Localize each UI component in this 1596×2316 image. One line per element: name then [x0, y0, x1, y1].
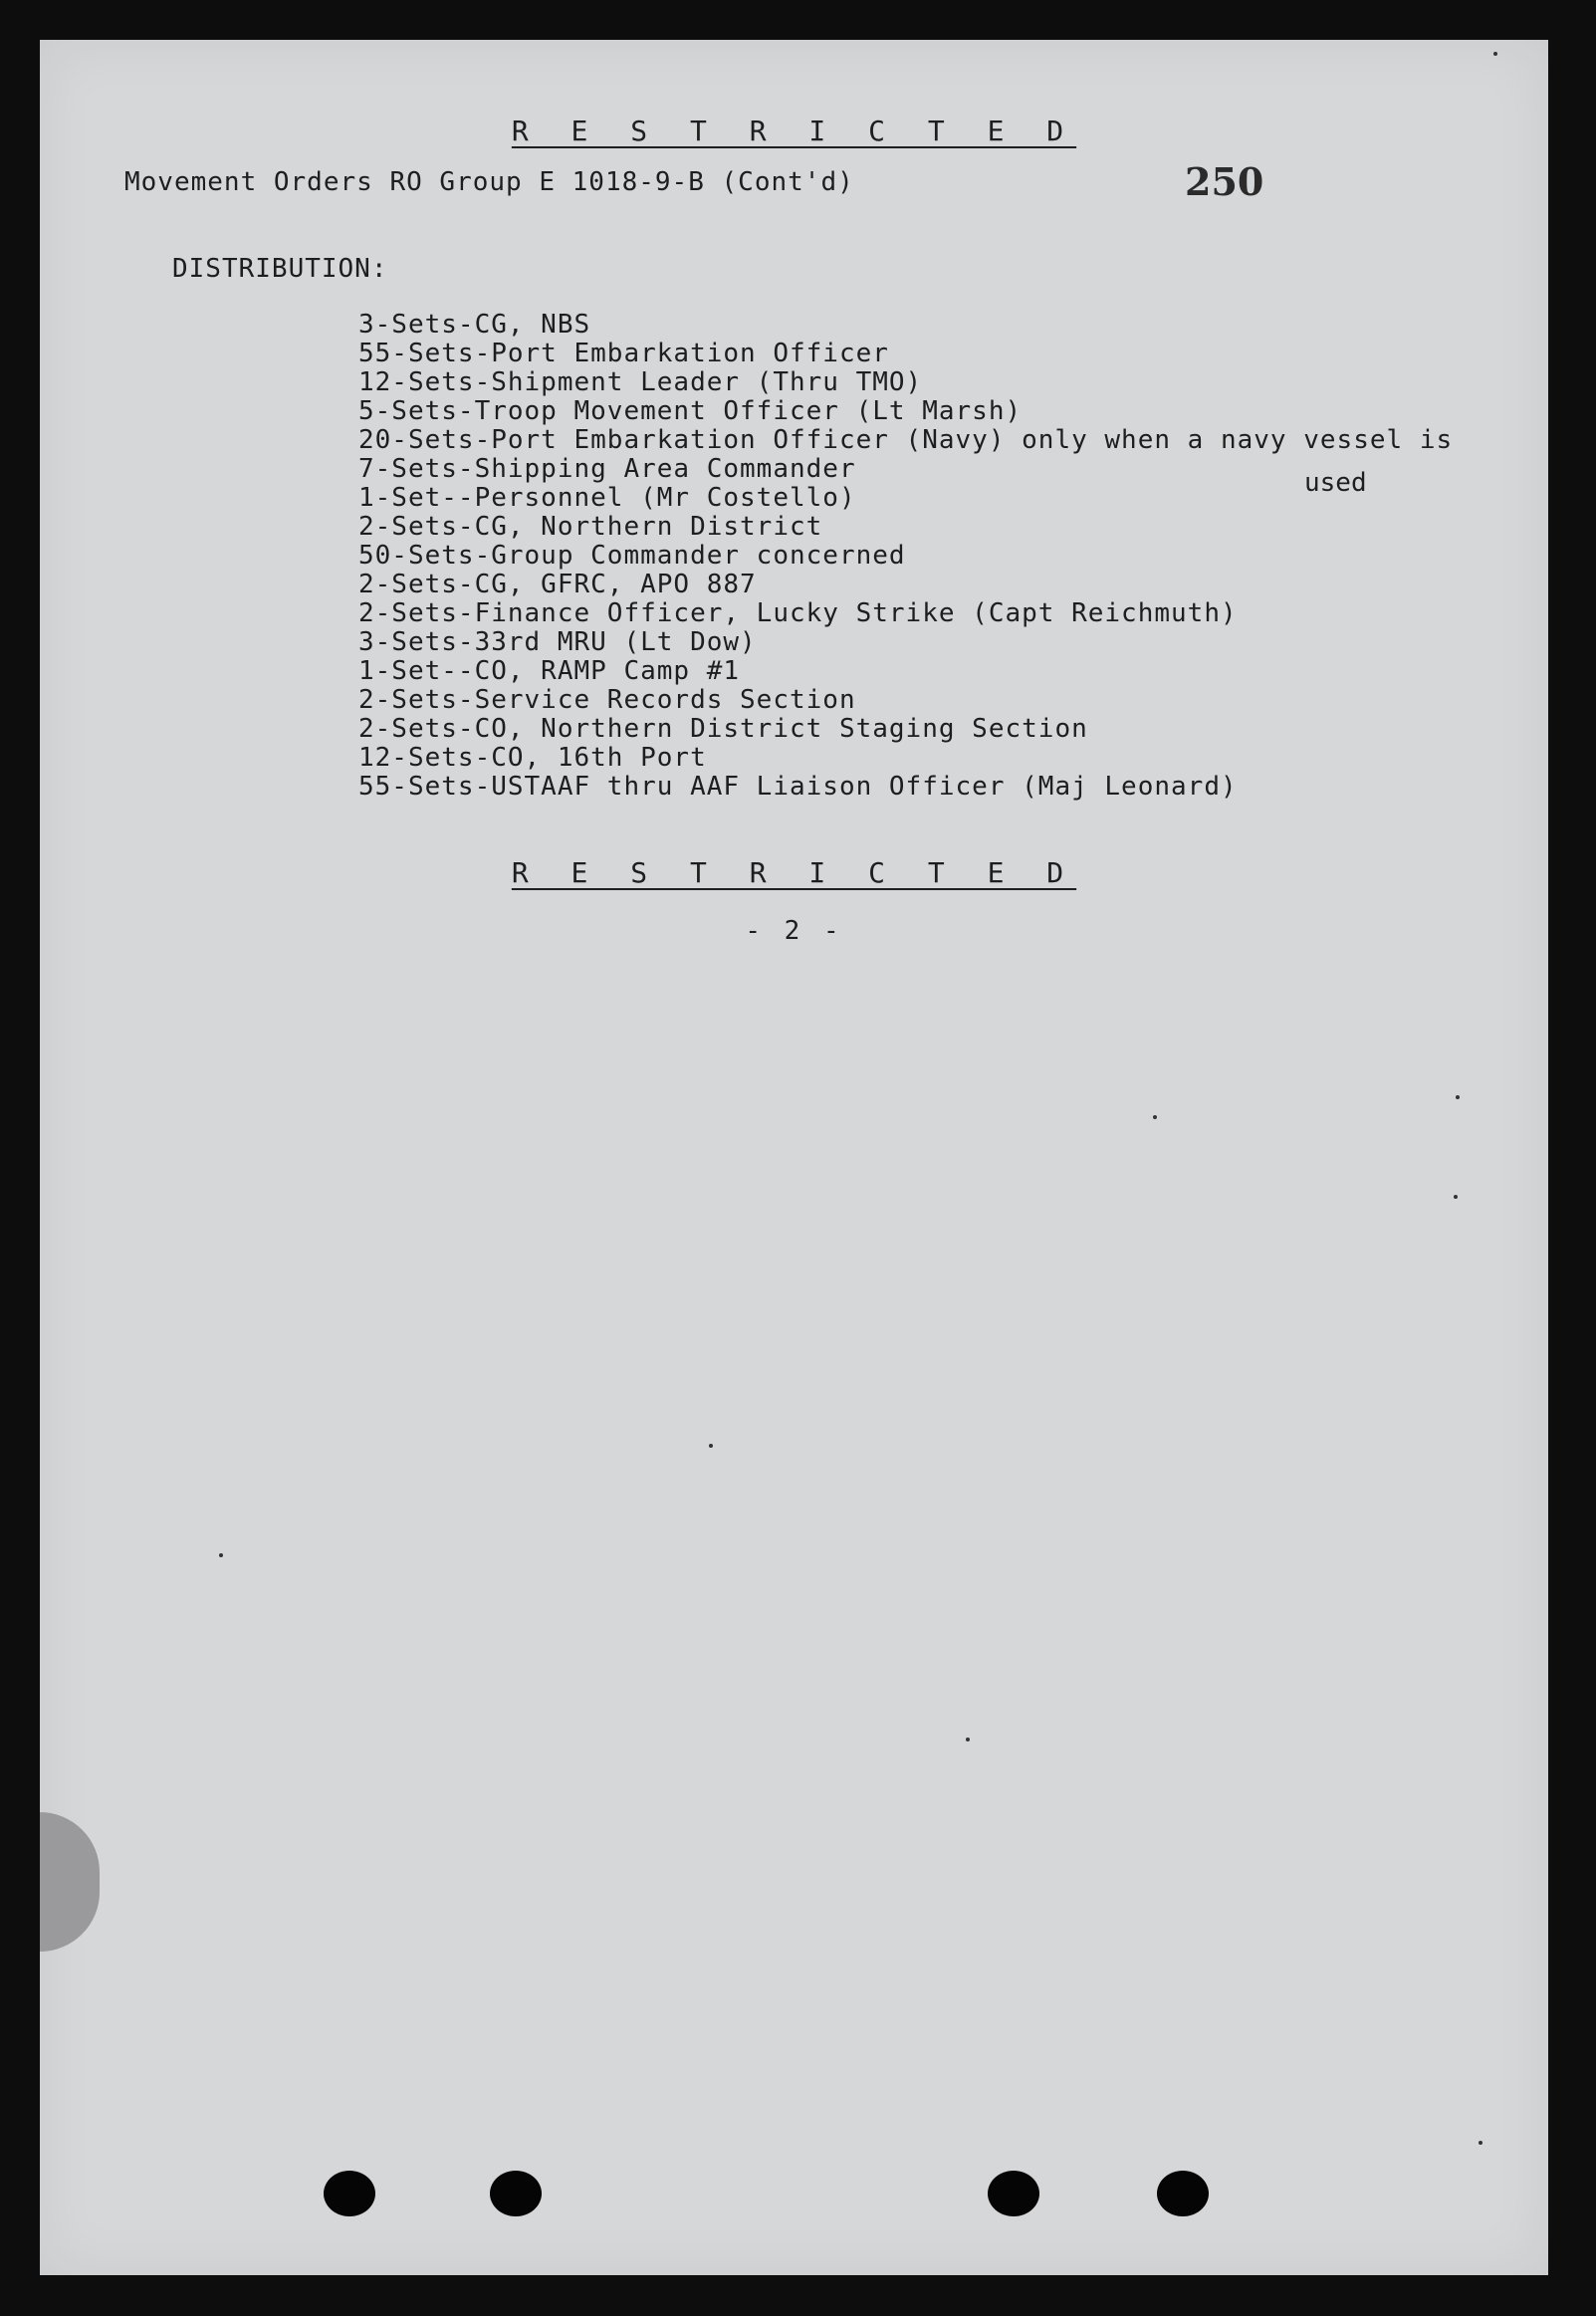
distribution-list: [358, 311, 1453, 802]
distribution-item: 1-Set--Personnel (Mr Costello): [358, 483, 856, 513]
binder-mark: [40, 1812, 100, 1952]
paper-speck: [1479, 2141, 1482, 2145]
distribution-item: 2-Sets-Finance Officer, Lucky Strike (Capt Reichmuth): [358, 598, 1238, 628]
restricted-heading-bottom: R E S T R I C T E D: [511, 856, 1077, 889]
distribution-item: 2-Sets-CO, Northern District Staging Section: [358, 714, 1088, 744]
punch-hole: [324, 2171, 375, 2216]
distribution-item: 2-Sets-CG, Northern District: [358, 512, 823, 542]
distribution-item: 20-Sets-Port Embarkation Officer (Navy) only when a navy vessel is: [358, 425, 1454, 455]
paper-speck: [709, 1444, 713, 1448]
distribution-item: 2-Sets-Service Records Section: [358, 685, 856, 715]
paper-speck: [1456, 1095, 1460, 1099]
paper-speck: [1153, 1115, 1157, 1119]
distribution-item: 3-Sets-CG, NBS: [358, 310, 591, 340]
distribution-item: 1-Set--CO, RAMP Camp #1: [358, 656, 741, 686]
distribution-note: used: [1304, 468, 1367, 498]
paper-speck: [1493, 52, 1497, 56]
punch-hole: [1157, 2171, 1209, 2216]
distribution-item: 12-Sets-CO, 16th Port: [358, 743, 707, 773]
distribution-item: 50-Sets-Group Commander concerned: [358, 541, 906, 571]
paper-speck: [219, 1553, 223, 1557]
distribution-item: 2-Sets-CG, GFRC, APO 887: [358, 570, 757, 599]
paper-speck: [966, 1737, 970, 1741]
distribution-item: 55-Sets-Port Embarkation Officer: [358, 339, 889, 368]
reference-line: Movement Orders RO Group E 1018-9-B (Cont'd): [124, 167, 854, 197]
distribution-item: 5-Sets-Troop Movement Officer (Lt Marsh): [358, 396, 1023, 426]
page-stamp-number: 250: [1185, 159, 1264, 204]
distribution-label: DISTRIBUTION:: [172, 254, 388, 284]
punch-hole: [988, 2171, 1039, 2216]
distribution-item: 55-Sets-USTAAF thru AAF Liaison Officer (Maj Leonard): [358, 772, 1238, 802]
distribution-item: 3-Sets-33rd MRU (Lt Dow): [358, 627, 757, 657]
document-page: [40, 40, 1548, 2275]
punch-hole: [490, 2171, 542, 2216]
distribution-item: 7-Sets-Shipping Area Commander: [358, 454, 856, 484]
paper-speck: [1454, 1195, 1458, 1199]
restricted-heading-top: R E S T R I C T E D: [511, 115, 1077, 147]
distribution-item: 12-Sets-Shipment Leader (Thru TMO): [358, 367, 923, 397]
page-number: - 2 -: [745, 916, 843, 946]
